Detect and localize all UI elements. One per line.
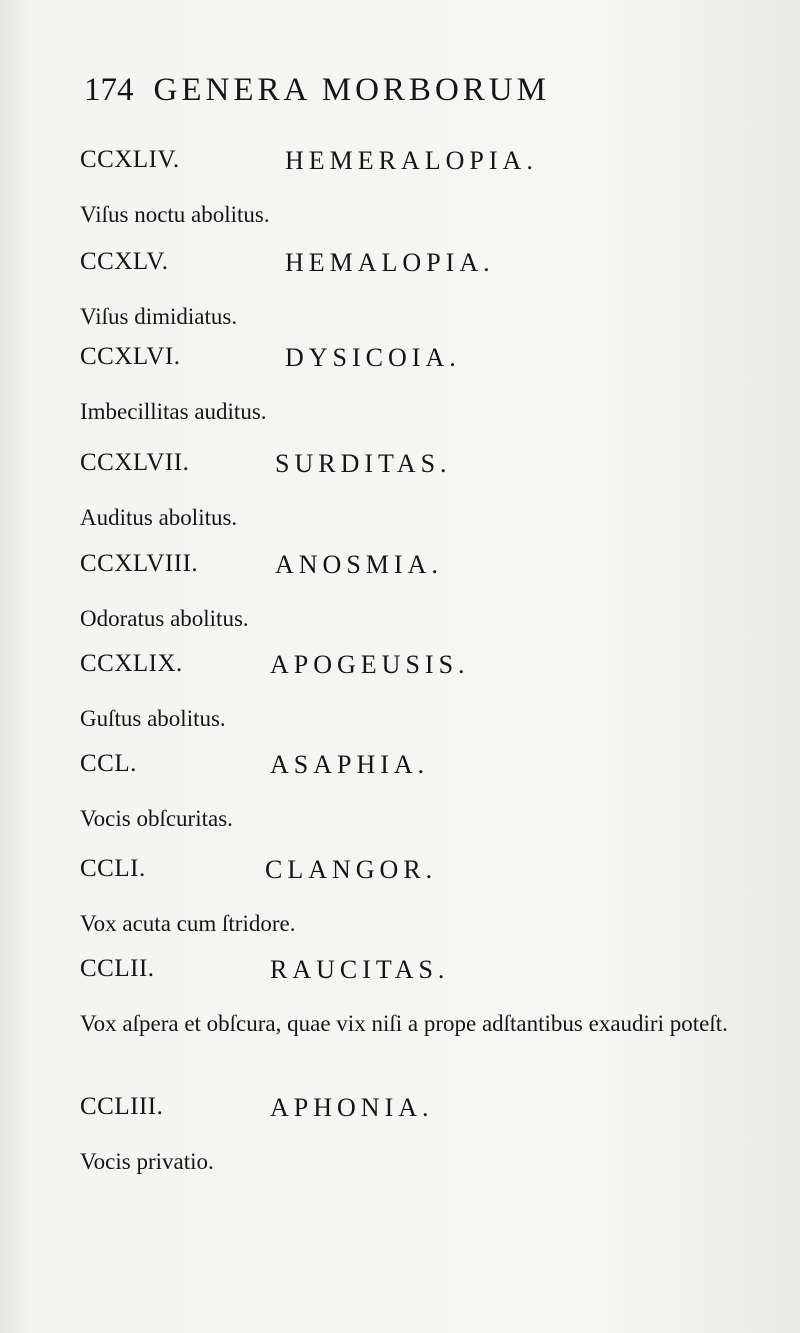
entry-number: CCXLVI. (80, 343, 181, 370)
entry-number: CCL. (80, 750, 137, 777)
entry-definition: Imbecillitas auditus. (80, 399, 267, 424)
entry-name: CLANGOR. (265, 855, 438, 884)
entry-name: ASAPHIA. (270, 750, 430, 779)
entry-definition: Vox aſpera et obſcura, quae vix niſi a prope adſtantibus exaudiri poteſt. (80, 1011, 728, 1036)
entry-name: SURDITAS. (275, 449, 452, 478)
entry-name: ANOSMIA. (275, 550, 443, 579)
entry-definition: Guſtus abolitus. (80, 706, 226, 731)
entry-number: CCXLV. (80, 248, 169, 275)
entry-definition: Auditus abolitus. (80, 505, 238, 530)
entry-definition: Vocis obſcuritas. (80, 806, 233, 831)
entry-number: CCXLVII. (80, 449, 190, 476)
entry-definition: Viſus dimidiatus. (80, 304, 238, 329)
entry-number: CCLIII. (80, 1093, 164, 1120)
entry-number: CCXLIV. (80, 146, 180, 173)
running-title: GENERA MORBORUM (153, 72, 550, 108)
entry-number: CCLI. (80, 855, 146, 882)
entry-name: RAUCITAS. (270, 955, 450, 984)
entry-definition: Odoratus abolitus. (80, 606, 249, 631)
entry-number: CCLII. (80, 955, 155, 982)
running-head (84, 72, 724, 122)
entry-name: APHONIA. (270, 1093, 434, 1122)
entry-number: CCXLVIII. (80, 550, 199, 577)
entry-definition: Vox acuta cum ſtridore. (80, 911, 296, 936)
entry-name: APOGEUSIS. (270, 650, 470, 679)
entry-definition: Vocis privatio. (80, 1149, 214, 1174)
entry-name: HEMERALOPIA. (285, 146, 538, 175)
page-number: 174 (84, 72, 134, 108)
entry-name: DYSICOIA. (285, 343, 461, 372)
entry-name: HEMALOPIA. (285, 248, 495, 277)
entry-definition: Viſus noctu abolitus. (80, 202, 270, 227)
entry-number: CCXLIX. (80, 650, 183, 677)
